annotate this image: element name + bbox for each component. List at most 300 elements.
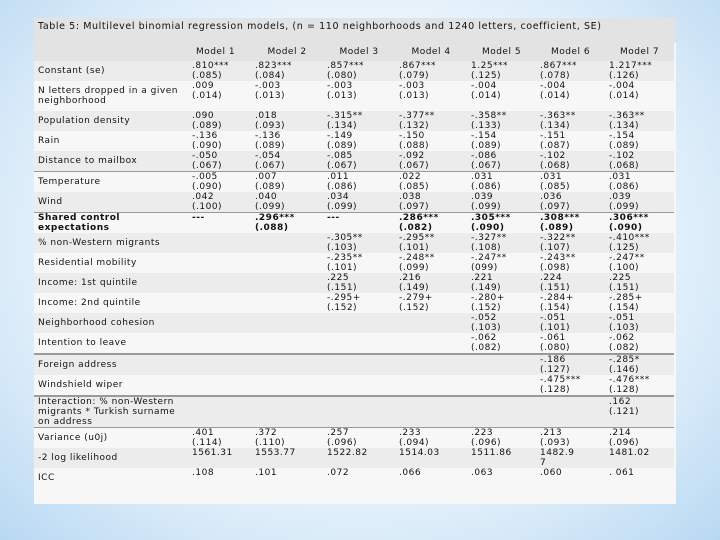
cell-coefficient: .031 xyxy=(540,172,563,182)
cell-standard-error xyxy=(255,407,321,417)
cell-coefficient: -.149 xyxy=(327,131,353,141)
table-cell xyxy=(395,192,467,213)
cell-standard-error: (.151) xyxy=(540,283,571,293)
cell-coefficient xyxy=(540,397,603,407)
cell-standard-error: (.097) xyxy=(540,202,571,212)
header-corner xyxy=(34,43,180,61)
cell-coefficient: .090 xyxy=(192,111,215,121)
cell-standard-error: (.128) xyxy=(609,385,640,395)
cell-coefficient: -.061 xyxy=(540,333,566,343)
table-cell xyxy=(395,253,467,273)
table-cell xyxy=(251,375,323,396)
table-cell xyxy=(536,448,605,468)
cell-standard-error xyxy=(399,343,465,353)
cell-coefficient xyxy=(192,397,249,407)
row-label: Rain xyxy=(38,136,60,146)
cell-coefficient: .257 xyxy=(327,428,350,438)
table-row xyxy=(34,333,674,354)
cell-standard-error: (.125) xyxy=(609,243,640,253)
cell-standard-error: (.089) xyxy=(471,141,502,151)
table-cell xyxy=(536,111,605,131)
table-cell xyxy=(251,151,323,172)
column-header: Model 4 xyxy=(395,43,467,61)
table-cell xyxy=(467,354,536,375)
table-cell xyxy=(251,396,323,428)
cell-standard-error xyxy=(540,478,603,488)
cell-standard-error xyxy=(327,458,393,468)
cell-standard-error xyxy=(192,385,249,395)
table-cell xyxy=(536,313,605,333)
cell-coefficient: .039 xyxy=(609,192,632,202)
cell-coefficient xyxy=(399,375,465,385)
row-label: Shared control expectations xyxy=(34,213,180,234)
cell-coefficient: .857*** xyxy=(327,61,365,71)
table-cell xyxy=(180,172,251,193)
cell-standard-error xyxy=(255,343,321,353)
cell-coefficient: 1481.02 xyxy=(609,448,650,458)
cell-standard-error xyxy=(399,458,465,468)
cell-coefficient: -.475*** xyxy=(540,375,581,385)
cell-coefficient: .286*** xyxy=(399,213,439,223)
table-cell xyxy=(395,396,467,428)
cell-standard-error: (.089) xyxy=(609,141,640,151)
cell-standard-error: (.014) xyxy=(471,91,502,101)
column-header: Model 6 xyxy=(536,43,605,61)
cell-coefficient: -.004 xyxy=(471,81,497,91)
table-cell xyxy=(395,293,467,313)
table-row xyxy=(34,151,674,172)
row-label: Distance to mailbox xyxy=(34,151,180,172)
cell-coefficient: .040 xyxy=(255,192,278,202)
cell-coefficient: .213 xyxy=(540,428,563,438)
table-cell xyxy=(395,468,467,488)
cell-standard-error xyxy=(399,365,465,375)
cell-standard-error: (.134) xyxy=(327,121,358,131)
row-label: Constant (se) xyxy=(34,61,180,81)
cell-coefficient: -.102 xyxy=(540,151,566,161)
table-cell xyxy=(395,81,467,111)
cell-standard-error: (.152) xyxy=(327,303,358,313)
cell-standard-error: (.089) xyxy=(255,182,286,192)
table-cell xyxy=(467,428,536,449)
cell-standard-error: (.093) xyxy=(540,438,571,448)
cell-standard-error xyxy=(471,478,534,488)
cell-coefficient: -.151 xyxy=(540,131,566,141)
row-label: Population density xyxy=(34,111,180,131)
table-cell xyxy=(251,354,323,375)
table-cell xyxy=(323,131,395,151)
table-cell xyxy=(467,313,536,333)
cell-coefficient: .810*** xyxy=(192,61,230,71)
cell-standard-error xyxy=(471,458,534,468)
cell-standard-error: (.100) xyxy=(192,202,223,212)
cell-coefficient: .031 xyxy=(471,172,494,182)
table-cell xyxy=(467,448,536,468)
cell-coefficient: .022 xyxy=(399,172,422,182)
cell-coefficient: .036 xyxy=(540,192,563,202)
cell-standard-error: (.103) xyxy=(471,323,502,333)
table-cell xyxy=(323,333,395,354)
table-cell xyxy=(605,313,674,333)
cell-standard-error xyxy=(255,365,321,375)
cell-standard-error xyxy=(327,407,393,417)
cell-standard-error: (.149) xyxy=(471,283,502,293)
cell-coefficient: -.005 xyxy=(192,172,218,182)
cell-coefficient: -.051 xyxy=(609,313,635,323)
cell-coefficient: .216 xyxy=(399,273,422,283)
table-row xyxy=(34,313,674,333)
cell-coefficient: .233 xyxy=(399,428,422,438)
column-header: Model 5 xyxy=(467,43,536,61)
table-cell xyxy=(536,213,605,234)
table-cell xyxy=(467,468,536,488)
cell-coefficient: .042 xyxy=(192,192,215,202)
table-cell xyxy=(251,172,323,193)
cell-coefficient: .221 xyxy=(471,273,494,283)
cell-standard-error xyxy=(471,385,534,395)
cell-coefficient: .063 xyxy=(471,468,494,478)
cell-coefficient: .223 xyxy=(471,428,494,438)
cell-standard-error: (.146) xyxy=(609,365,640,375)
table-cell xyxy=(395,131,467,151)
table-cell xyxy=(467,151,536,172)
cell-standard-error: (.152) xyxy=(399,303,430,313)
column-header: Model 1 xyxy=(180,43,251,61)
table-cell xyxy=(536,333,605,354)
table-cell xyxy=(605,273,674,293)
cell-coefficient: --- xyxy=(327,213,340,223)
cell-standard-error: (.014) xyxy=(609,91,640,101)
cell-standard-error xyxy=(192,343,249,353)
table-cell xyxy=(323,375,395,396)
cell-coefficient: -.054 xyxy=(255,151,281,161)
table-cell xyxy=(180,313,251,333)
table-cell xyxy=(323,172,395,193)
table-cell xyxy=(323,81,395,111)
cell-coefficient xyxy=(192,355,249,365)
table-row xyxy=(34,448,674,468)
table-cell xyxy=(251,131,323,151)
cell-standard-error xyxy=(255,303,321,313)
cell-coefficient xyxy=(192,253,249,263)
table-cell xyxy=(323,111,395,131)
cell-coefficient: .225 xyxy=(327,273,350,283)
table-cell xyxy=(467,192,536,213)
cell-standard-error xyxy=(540,407,603,417)
cell-coefficient: -.285* xyxy=(609,355,640,365)
cell-coefficient: 1482.9 xyxy=(540,448,575,458)
table-row xyxy=(34,375,674,396)
table-cell xyxy=(323,233,395,253)
cell-standard-error: (.089) xyxy=(540,223,574,233)
cell-coefficient: -.280+ xyxy=(471,293,505,303)
cell-coefficient: -.062 xyxy=(609,333,635,343)
cell-standard-error: (.082) xyxy=(609,343,640,353)
cell-standard-error: (.068) xyxy=(609,161,640,171)
table-cell xyxy=(536,396,605,428)
cell-coefficient: -.154 xyxy=(471,131,497,141)
table-cell xyxy=(180,213,251,234)
cell-standard-error: (.067) xyxy=(255,161,286,171)
cell-coefficient: .011 xyxy=(327,172,350,182)
table-cell xyxy=(180,354,251,375)
cell-standard-error: (.089) xyxy=(255,141,286,151)
table-cell xyxy=(323,396,395,428)
cell-coefficient: -.062 xyxy=(471,333,497,343)
cell-coefficient: .108 xyxy=(192,468,215,478)
table-cell xyxy=(395,313,467,333)
table-row xyxy=(34,61,674,81)
table-cell xyxy=(395,333,467,354)
cell-coefficient xyxy=(255,375,321,385)
table-row xyxy=(34,192,674,213)
cell-coefficient xyxy=(255,253,321,263)
cell-coefficient: -.102 xyxy=(609,151,635,161)
cell-standard-error: (.067) xyxy=(192,161,223,171)
cell-coefficient xyxy=(399,333,465,343)
cell-coefficient: .060 xyxy=(540,468,563,478)
table-row xyxy=(34,293,674,313)
cell-coefficient xyxy=(192,293,249,303)
table-cell xyxy=(467,293,536,313)
table-cell xyxy=(323,428,395,449)
cell-standard-error: (.080) xyxy=(540,343,571,353)
cell-standard-error: (.086) xyxy=(327,182,358,192)
cell-standard-error: (.097) xyxy=(399,202,430,212)
table-cell xyxy=(323,213,395,234)
table-cell xyxy=(605,333,674,354)
cell-standard-error: (.090) xyxy=(192,141,223,151)
cell-coefficient: -.322** xyxy=(540,233,576,243)
cell-standard-error: (.132) xyxy=(399,121,430,131)
cell-coefficient xyxy=(255,273,321,283)
table-cell xyxy=(605,468,674,488)
cell-coefficient: -.051 xyxy=(540,313,566,323)
cell-standard-error: (099) xyxy=(471,263,498,273)
table-cell xyxy=(467,253,536,273)
table-cell xyxy=(605,172,674,193)
cell-standard-error xyxy=(471,365,534,375)
table-cell xyxy=(467,233,536,253)
table-cell xyxy=(180,468,251,488)
cell-coefficient xyxy=(327,397,393,407)
column-header: Model 3 xyxy=(323,43,395,61)
table-cell xyxy=(251,192,323,213)
cell-coefficient: .401 xyxy=(192,428,215,438)
cell-coefficient: 1.25*** xyxy=(471,61,509,71)
cell-standard-error xyxy=(255,458,321,468)
table-cell xyxy=(180,448,251,468)
cell-standard-error: (.101) xyxy=(540,323,571,333)
cell-standard-error xyxy=(255,243,321,253)
cell-standard-error: (.127) xyxy=(540,365,571,375)
cell-standard-error xyxy=(399,407,465,417)
cell-standard-error: (.089) xyxy=(192,121,223,131)
cell-coefficient: -.327** xyxy=(471,233,507,243)
cell-standard-error xyxy=(255,478,321,488)
cell-standard-error xyxy=(192,303,249,313)
cell-standard-error: (.101) xyxy=(399,243,430,253)
cell-standard-error: (.088) xyxy=(255,223,289,233)
table-cell xyxy=(395,213,467,234)
cell-coefficient: -.052 xyxy=(471,313,497,323)
cell-standard-error: (.134) xyxy=(540,121,571,131)
cell-coefficient: -.085 xyxy=(327,151,353,161)
cell-standard-error xyxy=(399,323,465,333)
cell-standard-error: (.079) xyxy=(399,71,430,81)
cell-coefficient xyxy=(255,313,321,323)
cell-standard-error: (.110) xyxy=(255,438,286,448)
cell-coefficient: -.305** xyxy=(327,233,363,243)
table-row xyxy=(34,172,674,193)
cell-standard-error: (.014) xyxy=(540,91,571,101)
cell-coefficient: 1553.77 xyxy=(255,448,296,458)
cell-standard-error: (.086) xyxy=(471,182,502,192)
cell-standard-error: (.099) xyxy=(255,202,286,212)
cell-coefficient: -.295** xyxy=(399,233,435,243)
table-cell xyxy=(251,233,323,253)
cell-coefficient xyxy=(327,333,393,343)
table-cell xyxy=(395,172,467,193)
cell-coefficient: -.248** xyxy=(399,253,435,263)
cell-standard-error xyxy=(192,478,249,488)
cell-standard-error: (.099) xyxy=(471,202,502,212)
table-cell xyxy=(180,81,251,111)
row-label: ICC xyxy=(38,473,55,483)
table-cell xyxy=(536,81,605,111)
table-cell xyxy=(536,253,605,273)
cell-standard-error: (.082) xyxy=(399,223,433,233)
table-cell xyxy=(180,253,251,273)
table-cell xyxy=(251,448,323,468)
cell-standard-error: (.101) xyxy=(327,263,358,273)
row-label: Intention to leave xyxy=(38,338,127,348)
cell-coefficient xyxy=(192,375,249,385)
row-label: Income: 2nd quintile xyxy=(38,298,141,308)
cell-coefficient xyxy=(471,375,534,385)
table-cell xyxy=(180,61,251,81)
table-cell xyxy=(467,396,536,428)
cell-standard-error: (.067) xyxy=(327,161,358,171)
table-cell xyxy=(536,293,605,313)
table-cell xyxy=(605,354,674,375)
table-cell xyxy=(323,354,395,375)
cell-coefficient: 1514.03 xyxy=(399,448,440,458)
cell-coefficient: .867*** xyxy=(399,61,437,71)
table-cell xyxy=(605,131,674,151)
table-cell xyxy=(536,233,605,253)
table-cell xyxy=(180,151,251,172)
cell-standard-error: (.154) xyxy=(540,303,571,313)
table-cell xyxy=(467,273,536,293)
table-cell xyxy=(180,375,251,396)
cell-coefficient: 1.217*** xyxy=(609,61,653,71)
cell-coefficient: -.247** xyxy=(609,253,645,263)
cell-standard-error: (.149) xyxy=(399,283,430,293)
table-row xyxy=(34,213,674,234)
table-cell xyxy=(395,375,467,396)
table-cell xyxy=(395,151,467,172)
cell-coefficient: .823*** xyxy=(255,61,293,71)
table-cell xyxy=(467,81,536,111)
cell-coefficient: -.003 xyxy=(327,81,353,91)
cell-coefficient: .305*** xyxy=(471,213,511,223)
table-cell xyxy=(180,333,251,354)
table-cell xyxy=(180,131,251,151)
table-cell xyxy=(395,448,467,468)
cell-standard-error: (.088) xyxy=(399,141,430,151)
cell-coefficient: --- xyxy=(192,213,205,223)
cell-coefficient xyxy=(192,333,249,343)
cell-standard-error: (.096) xyxy=(609,438,640,448)
cell-coefficient: .034 xyxy=(327,192,350,202)
table-cell xyxy=(467,375,536,396)
column-header: Model 7 xyxy=(605,43,674,61)
cell-coefficient: -.377** xyxy=(399,111,435,121)
cell-standard-error xyxy=(192,283,249,293)
cell-coefficient: -.243** xyxy=(540,253,576,263)
table-cell xyxy=(323,151,395,172)
table-cell xyxy=(323,468,395,488)
table-cell xyxy=(467,131,536,151)
table-row xyxy=(34,131,674,151)
cell-standard-error: (.086) xyxy=(609,182,640,192)
cell-standard-error: (.090) xyxy=(471,223,505,233)
cell-coefficient: -.086 xyxy=(471,151,497,161)
cell-standard-error: (.099) xyxy=(399,263,430,273)
cell-coefficient xyxy=(327,355,393,365)
cell-coefficient: .306*** xyxy=(609,213,649,223)
row-label: N letters dropped in a given neighborhood xyxy=(38,86,178,106)
table-row xyxy=(34,253,674,273)
cell-standard-error: (.085) xyxy=(540,182,571,192)
cell-standard-error: (.151) xyxy=(327,283,358,293)
cell-standard-error: (.096) xyxy=(327,438,358,448)
cell-standard-error xyxy=(327,365,393,375)
cell-standard-error: (.103) xyxy=(609,323,640,333)
table-cell xyxy=(323,313,395,333)
cell-standard-error: (.094) xyxy=(399,438,430,448)
table-title: Table 5: Multilevel binomial regression models, (n = 110 neighborhoods and 1240 letters, coefficient, SE) xyxy=(34,18,676,43)
cell-coefficient: .225 xyxy=(609,273,632,283)
table-cell xyxy=(180,428,251,449)
cell-standard-error xyxy=(192,223,249,233)
cell-coefficient: -.003 xyxy=(255,81,281,91)
table-cell xyxy=(605,233,674,253)
table-cell xyxy=(251,293,323,313)
table-cell xyxy=(467,61,536,81)
cell-coefficient: -.284+ xyxy=(540,293,574,303)
cell-coefficient xyxy=(255,233,321,243)
table-row xyxy=(34,81,674,111)
row-label: % non-Western migrants xyxy=(34,233,180,253)
table-cell xyxy=(467,172,536,193)
cell-standard-error: (.099) xyxy=(327,202,358,212)
table-cell xyxy=(251,213,323,234)
cell-coefficient: .066 xyxy=(399,468,422,478)
table-cell xyxy=(605,448,674,468)
row-label: Wind xyxy=(34,192,180,213)
cell-standard-error: (.121) xyxy=(609,407,640,417)
cell-standard-error: (.078) xyxy=(540,71,571,81)
column-header: Model 2 xyxy=(251,43,323,61)
cell-coefficient: 1522.82 xyxy=(327,448,368,458)
cell-standard-error: (.014) xyxy=(192,91,223,101)
cell-coefficient xyxy=(327,375,393,385)
cell-coefficient: .072 xyxy=(327,468,350,478)
cell-coefficient xyxy=(192,273,249,283)
cell-coefficient: -.235** xyxy=(327,253,363,263)
